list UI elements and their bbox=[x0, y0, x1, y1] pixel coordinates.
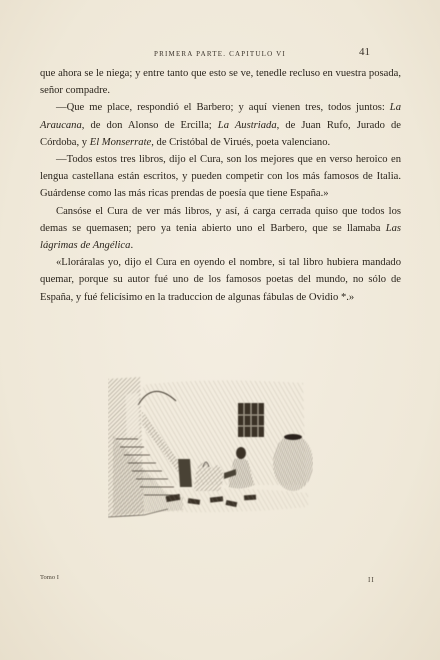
paragraph-5: «Lloráralas yo, dijo el Cura en oyendo el nombre, si tal libro hubiera mandado quemar, porque su autor fué uno de los famosos poetas del mundo, no sólo de España, y fué felicísimo en la traduccion de algunas fábulas de Ovidio *.» bbox=[40, 257, 401, 303]
engraving-illustration bbox=[108, 375, 313, 520]
book-title: Las lágrimas de Angélica bbox=[40, 222, 401, 252]
book-title: El Monserrate bbox=[89, 136, 152, 148]
running-head: PRIMERA PARTE. CAPITULO VI bbox=[154, 50, 286, 58]
page-number: 41 bbox=[359, 46, 370, 58]
paragraph-2: —Que me place, respondió el Barbero; y aquí vienen tres, todos juntos: La Araucana, de don Alonso de Ercilla; La Austriada, de Juan Rufo, Jurado de Córdoba, y El Monserrate, de Cristóbal de Virués, poeta valenciano. bbox=[40, 102, 402, 148]
paragraph-3: —Todos estos tres libros, dijo el Cura, son los mejores que en verso heroico en lengua castellana están escritos, y pueden competir con los más famosos de Italia. Guárdense como las más ricas prendas de poesía que tiene España.» bbox=[40, 154, 401, 200]
signature-mark: Tomo I bbox=[40, 574, 59, 581]
book-title: La Araucana bbox=[40, 102, 401, 131]
body-text bbox=[40, 65, 401, 306]
paragraph-1: que ahora se le niega; y entre tanto que esto se ve, tenedle recluso en vuestra posada, señor compadre. bbox=[40, 68, 401, 97]
paragraph-4: Cansóse el Cura de ver más libros, y así, á carga cerrada quiso que todos los demas se quemasen; pero ya tenia abierto uno el Barbero, que se llamaba Las lágrimas de Angélica. bbox=[40, 205, 401, 252]
book-title: La Austriada bbox=[217, 119, 277, 131]
gathering-mark: II bbox=[368, 576, 375, 584]
